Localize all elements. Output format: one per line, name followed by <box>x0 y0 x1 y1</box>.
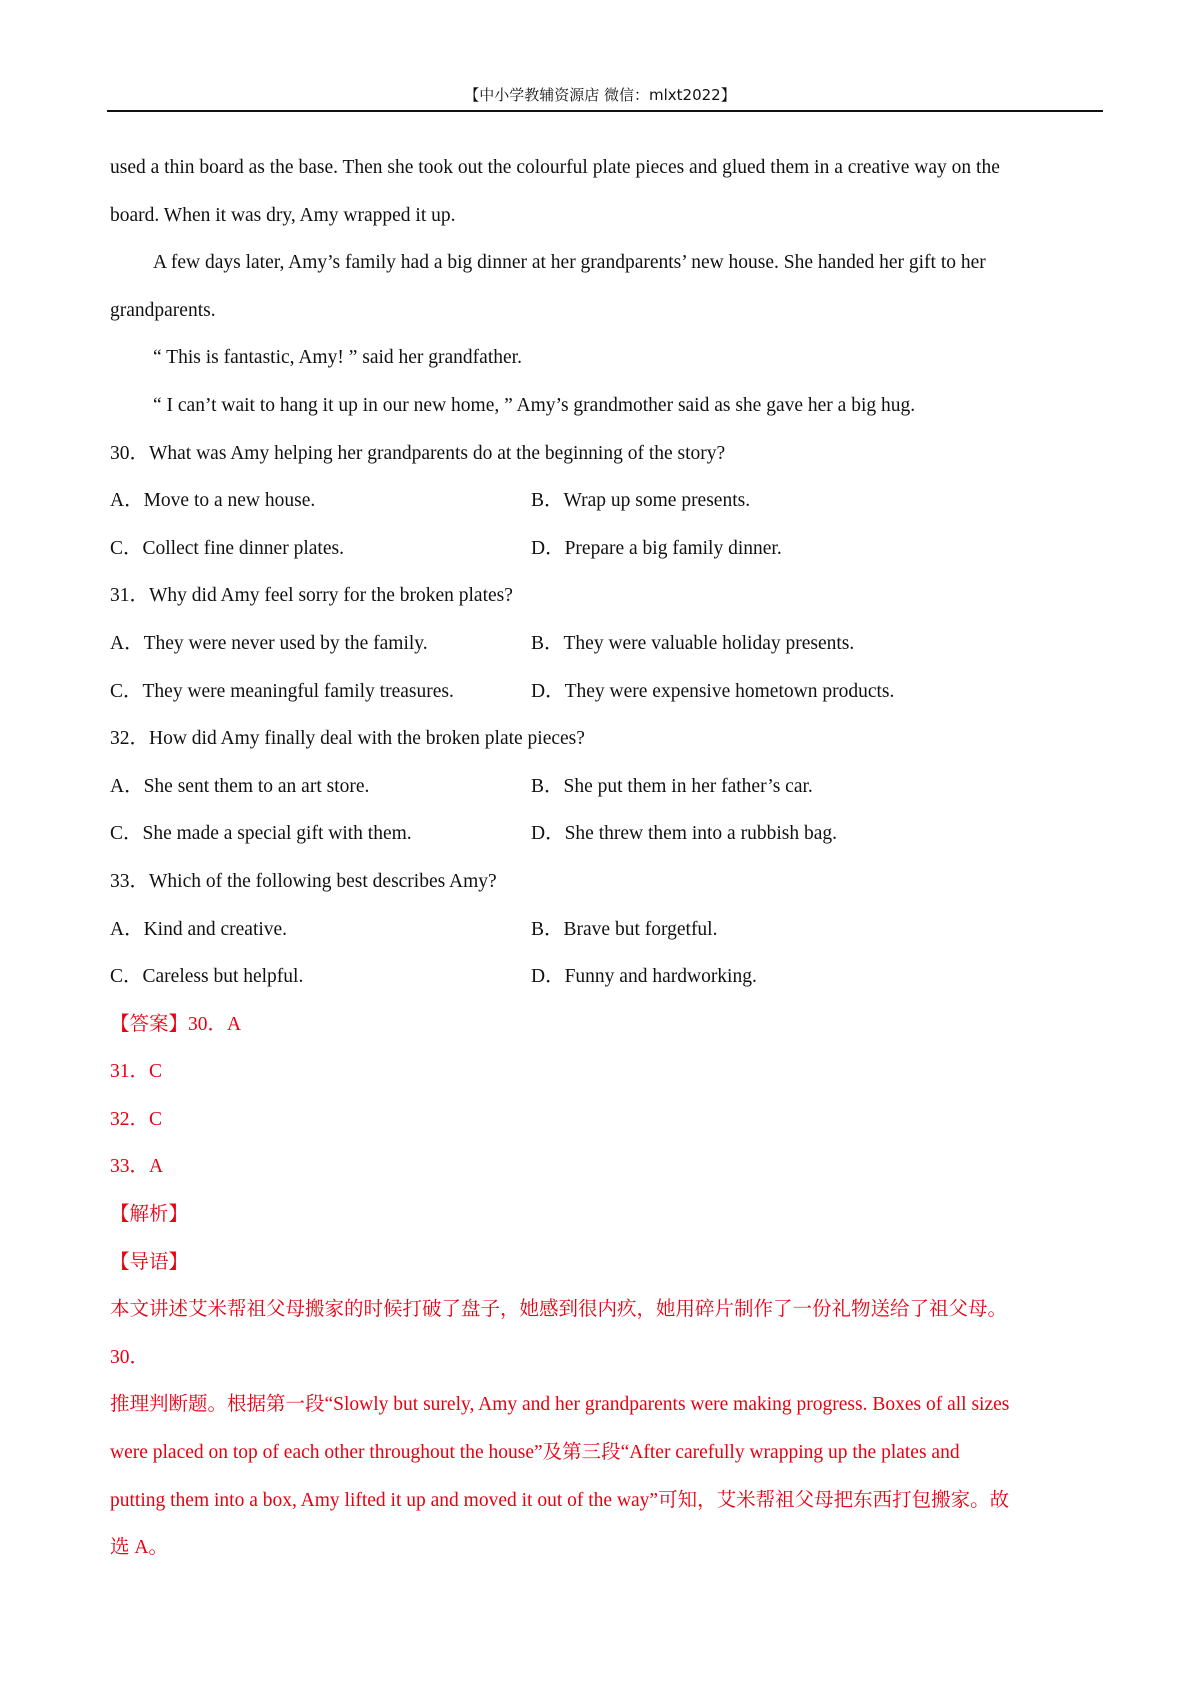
guide-title: 【导语】 <box>110 1251 189 1273</box>
story-paragraph-line: board. When it was dry, Amy wrapped it up. <box>110 204 456 226</box>
answer-line: 32．C <box>110 1108 163 1130</box>
option-b: B．She put them in her father’s car. <box>531 775 813 797</box>
option-a: A．They were never used by the family. <box>110 632 428 654</box>
option-row <box>110 763 1100 811</box>
story-paragraph-line: used a thin board as the base. Then she took out the colourful plate pieces and glued them in a creative way on the <box>110 157 1000 178</box>
story-quote-line: “ This is fantastic, Amy! ” said her grandfather. <box>153 347 522 369</box>
option-b: B．Wrap up some presents. <box>531 490 751 512</box>
option-d: D．Prepare a big family dinner. <box>531 537 782 559</box>
option-c: C．Careless but helpful. <box>110 966 304 988</box>
option-row <box>110 810 1100 858</box>
story-paragraph-line: A few days later, Amy’s family had a big dinner at her grandparents’ new house. She handed her gift to her <box>153 252 986 274</box>
option-d: D．Funny and hardworking. <box>531 966 757 988</box>
question-stem: 32．How did Amy finally deal with the broken plate pieces? <box>110 728 585 750</box>
option-b: B．They were valuable holiday presents. <box>531 632 855 654</box>
option-a: A．Kind and creative. <box>110 918 288 940</box>
question-stem: 33．Which of the following best describes Amy? <box>110 870 497 892</box>
option-d: D．They were expensive hometown products. <box>531 680 895 702</box>
option-c: C．Collect fine dinner plates. <box>110 537 344 559</box>
option-a: A．She sent them to an art store. <box>110 775 370 797</box>
analysis-q30-label: 30． <box>110 1346 150 1368</box>
option-row <box>110 477 1100 525</box>
story-quote-line: “ I can’t wait to hang it up in our new home, ” Amy’s grandmother said as she gave her a big hug. <box>153 394 916 416</box>
analysis-q30-text: 选 A。 <box>110 1537 168 1559</box>
question-stem: 31．Why did Amy feel sorry for the broken plates? <box>110 585 513 607</box>
option-c: C．They were meaningful family treasures. <box>110 680 454 702</box>
guide-text: 本文讲述艾米帮祖父母搬家的时候打破了盘子，她感到很内疚，她用碎片制作了一份礼物送给了祖父母。 <box>110 1299 1008 1321</box>
answer-line: 【答案】30．A <box>110 1013 242 1035</box>
option-c: C．She made a special gift with them. <box>110 823 412 845</box>
option-row <box>110 668 1100 716</box>
option-b: B．Brave but forgetful. <box>531 918 718 940</box>
answer-line: 33．A <box>110 1156 164 1178</box>
option-row <box>110 525 1100 573</box>
story-paragraph-line: grandparents. <box>110 299 216 321</box>
analysis-q30-text: were placed on top of each other throughout the house”及第三段“After carefully wrapping up the plates and <box>110 1442 960 1464</box>
answer-line: 31．C <box>110 1061 163 1083</box>
analysis-q30-text: 推理判断题。根据第一段“Slowly but surely, Amy and her grandparents were making progress. Boxes of all sizes <box>110 1394 1010 1416</box>
document-body <box>110 144 1100 1572</box>
analysis-q30-text: putting them into a box, Amy lifted it up and moved it out of the way”可知，艾米帮祖父母把东西打包搬家。故 <box>110 1489 1010 1511</box>
option-row <box>110 953 1100 1001</box>
header-rule <box>107 110 1103 112</box>
page-header: 【中小学教辅资源店 微信：mlxt2022】 <box>464 86 736 104</box>
question-stem: 30．What was Amy helping her grandparents do at the beginning of the story? <box>110 442 726 464</box>
option-a: A．Move to a new house. <box>110 490 316 512</box>
analysis-title: 【解析】 <box>110 1204 189 1226</box>
option-row <box>110 906 1100 954</box>
option-row <box>110 620 1100 668</box>
option-d: D．She threw them into a rubbish bag. <box>531 823 837 845</box>
